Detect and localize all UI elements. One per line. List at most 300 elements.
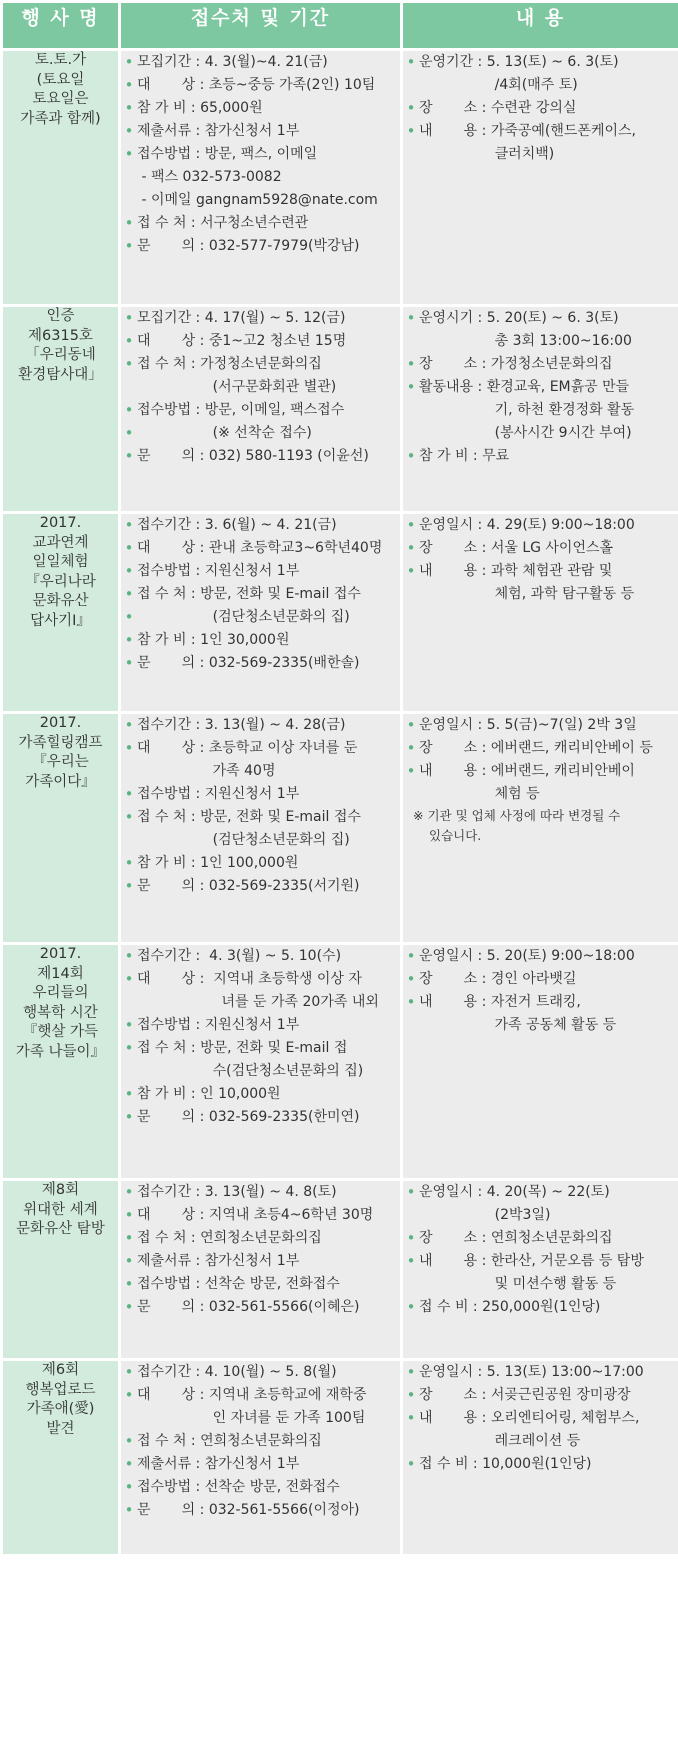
bullet-icon	[121, 829, 137, 852]
list-item	[121, 1250, 400, 1273]
item-text: 접 수 처 : 서구청소년수련관	[137, 215, 309, 231]
list-item	[403, 560, 678, 583]
bullet-icon: •	[406, 970, 416, 988]
list-item	[121, 189, 400, 212]
list-item	[121, 166, 400, 189]
item-text: 대 상 : 지역내 초등학교에 재학중	[137, 1387, 367, 1403]
list-item	[403, 1181, 678, 1204]
event-name-line: 일일체험	[32, 554, 89, 570]
item-text: 문 의 : 032-577-7979(박강남)	[137, 238, 360, 254]
bullet-icon: •	[406, 993, 416, 1011]
bullet-icon: •	[406, 1409, 416, 1427]
item-text: 접 수 처 : 가정청소년문화의집	[137, 356, 322, 372]
item-text: 장 소 : 에버랜드, 캐리비안베이 등	[419, 740, 653, 756]
bullet-icon: •	[124, 631, 134, 649]
bullet-icon	[403, 1430, 419, 1453]
bullet-icon: •	[124, 99, 134, 117]
item-text: 내 용 : 과학 체험관 관람 및	[419, 563, 613, 579]
item-text: 제출서류 : 참가신청서 1부	[137, 1253, 300, 1269]
bullet-icon: •	[406, 309, 416, 327]
event-name-line: 환경탐사대」	[18, 366, 103, 383]
list-item	[121, 1407, 400, 1430]
item-text: (검단청소년문화의 집)	[137, 832, 350, 848]
content-cell	[402, 50, 678, 306]
item-text: 접수방법 : 방문, 팩스, 이메일	[137, 146, 318, 162]
bullet-icon: •	[124, 1206, 134, 1224]
bullet-icon	[403, 583, 419, 606]
event-name-line: 가족과 함께)	[20, 110, 101, 127]
bullet-icon: •	[124, 608, 134, 626]
bullet-icon: •	[124, 1252, 134, 1270]
item-text: 내 용 : 에버랜드, 캐리비안베이	[419, 763, 635, 779]
event-name-line: 2017.	[39, 515, 82, 531]
bullet-icon: •	[124, 716, 134, 734]
bullet-icon: •	[124, 970, 134, 988]
item-text: 및 미션수행 활동 등	[419, 1276, 617, 1292]
list-item	[121, 120, 400, 143]
item-text: 문 의 : 032-569-2335(한미연)	[137, 1109, 360, 1125]
list-item	[121, 783, 400, 806]
item-text: 참 가 비 : 무료	[419, 448, 510, 464]
item-text: 접수방법 : 선착순 방문, 전화접수	[137, 1479, 340, 1495]
item-text: 참 가 비 : 1인 100,000원	[137, 855, 299, 871]
list-item	[121, 1430, 400, 1453]
bullet-icon: •	[124, 1363, 134, 1381]
item-text: 운영기간 : 5. 13(토) ~ 6. 3(토)	[419, 54, 619, 70]
registration-cell	[120, 306, 402, 513]
item-text: 대 상 : 관내 초등학교3~6학년40명	[137, 540, 383, 556]
item-text: 접수기간 : 3. 13(월) ~ 4. 28(금)	[137, 717, 346, 733]
list-item	[403, 1014, 678, 1037]
list-item	[403, 307, 678, 330]
event-name-line: 제8회	[41, 1182, 80, 1198]
list-item	[121, 760, 400, 783]
list-item	[403, 1430, 678, 1453]
bullet-icon: •	[406, 378, 416, 396]
event-name-line: 2017.	[39, 715, 82, 731]
bullet-icon	[403, 1204, 419, 1227]
list-item	[403, 1296, 678, 1319]
content-cell	[402, 944, 678, 1180]
list-item	[121, 652, 400, 675]
item-text: 제출서류 : 참가신청서 1부	[137, 123, 300, 139]
event-name-line: 제6회	[41, 1362, 80, 1378]
bullet-icon: •	[124, 854, 134, 872]
list-item	[403, 376, 678, 399]
bullet-icon: •	[124, 785, 134, 803]
bullet-icon: •	[124, 562, 134, 580]
bullet-icon: •	[406, 762, 416, 780]
bullet-icon: •	[406, 739, 416, 757]
item-text: 레크레이션 등	[419, 1433, 581, 1449]
item-text: 접 수 처 : 방문, 전화 및 E-mail 접	[137, 1040, 348, 1056]
list-item	[403, 1407, 678, 1430]
list-item	[403, 1273, 678, 1296]
item-text: 참 가 비 : 65,000원	[137, 100, 263, 116]
bullet-icon	[403, 1273, 419, 1296]
list-item	[121, 945, 400, 968]
bullet-icon: •	[406, 447, 416, 465]
list-item	[121, 875, 400, 898]
item-text: (2박3일)	[419, 1207, 551, 1223]
bullet-icon: •	[406, 539, 416, 557]
bullet-icon	[121, 166, 137, 189]
bullet-icon: •	[124, 539, 134, 557]
table-row	[2, 513, 678, 713]
header-event-name: 행 사 명	[2, 2, 120, 50]
item-text: 참 가 비 : 인 10,000원	[137, 1086, 281, 1102]
registration-cell	[120, 50, 402, 306]
list-item	[403, 583, 678, 606]
event-name-line: 가족 나들이』	[15, 1043, 106, 1060]
bullet-icon: •	[124, 332, 134, 350]
list-item	[121, 330, 400, 353]
bullet-icon: •	[124, 424, 134, 442]
bullet-icon	[403, 330, 419, 353]
list-item	[403, 51, 678, 74]
bullet-icon: •	[124, 122, 134, 140]
bullet-icon: •	[406, 53, 416, 71]
list-item	[403, 399, 678, 422]
bullet-icon: •	[124, 1085, 134, 1103]
bullet-icon: •	[124, 947, 134, 965]
list-item	[121, 1361, 400, 1384]
item-text: 녀를 둔 가족 20가족 내외	[137, 994, 379, 1010]
header-row	[2, 2, 678, 50]
item-text: 장 소 : 가정청소년문화의집	[419, 356, 613, 372]
bullet-icon: •	[124, 877, 134, 895]
item-text: 장 소 : 서울 LG 사이언스홀	[419, 540, 614, 556]
item-text: 대 상 : 초등학교 이상 자녀를 둔	[137, 740, 358, 756]
list-item	[121, 1227, 400, 1250]
list-item	[121, 97, 400, 120]
bullet-icon	[403, 1014, 419, 1037]
list-item	[121, 537, 400, 560]
event-name-line: 가족애(愛)	[26, 1401, 95, 1417]
bullet-icon: •	[406, 1183, 416, 1201]
item-text: (봉사시간 9시간 부여)	[419, 425, 632, 441]
item-text: 대 상 : 지역내 초등학생 이상 자	[137, 971, 362, 987]
bullet-icon: •	[124, 1275, 134, 1293]
item-text: 접 수 비 : 250,000원(1인당)	[419, 1299, 601, 1315]
table-row	[2, 713, 678, 944]
list-item	[403, 74, 678, 97]
bullet-icon: •	[124, 355, 134, 373]
bullet-icon: •	[406, 1455, 416, 1473]
item-text: 대 상 : 지역내 초등4~6학년 30명	[137, 1207, 374, 1223]
event-name-cell	[2, 713, 120, 944]
list-item	[121, 1296, 400, 1319]
event-name-line: 2017.	[39, 946, 82, 962]
item-text: 접 수 처 : 연희청소년문화의집	[137, 1433, 322, 1449]
registration-cell	[120, 713, 402, 944]
item-text: 문 의 : 032-561-5566(이정아)	[137, 1502, 360, 1518]
bullet-icon	[403, 143, 419, 166]
bullet-icon: •	[406, 1252, 416, 1270]
item-text: 운영일시 : 5. 13(토) 13:00~17:00	[419, 1364, 644, 1380]
content-cell	[402, 513, 678, 713]
item-text: 운영일시 : 5. 5(금)~7(일) 2박 3일	[419, 717, 637, 733]
event-name-line: 문화유산 탐방	[16, 1221, 105, 1237]
item-text: 모집기간 : 4. 3(월)~4. 21(금)	[137, 54, 328, 70]
item-text: 접 수 처 : 방문, 전화 및 E-mail 접수	[137, 586, 361, 602]
item-text: - 팩스 032-573-0082	[137, 169, 282, 185]
event-name-cell	[2, 1180, 120, 1360]
event-name-line: 토.토.가	[34, 52, 87, 68]
list-item	[121, 376, 400, 399]
list-item	[121, 968, 400, 991]
list-item	[121, 1083, 400, 1106]
bullet-icon: •	[406, 99, 416, 117]
list-item	[121, 422, 400, 445]
item-text: 문 의 : 032-561-5566(이혜은)	[137, 1299, 360, 1315]
content-cell	[402, 1360, 678, 1556]
registration-cell	[120, 1180, 402, 1360]
item-text: 기, 하천 환경정화 활동	[419, 402, 635, 418]
item-text: 내 용 : 한라산, 거문오름 등 탐방	[419, 1253, 644, 1269]
list-item	[121, 307, 400, 330]
bullet-icon: •	[124, 1108, 134, 1126]
list-item	[403, 760, 678, 783]
list-item	[121, 143, 400, 166]
item-text: 문 의 : 032) 580-1193 (이윤선)	[137, 448, 369, 464]
bullet-icon: •	[406, 562, 416, 580]
event-name-cell	[2, 1360, 120, 1556]
list-item	[403, 1361, 678, 1384]
item-text: 운영일시 : 5. 20(토) 9:00~18:00	[419, 948, 635, 964]
bullet-icon: •	[124, 309, 134, 327]
bullet-icon: •	[124, 585, 134, 603]
item-text: 장 소 : 연희청소년문화의집	[419, 1230, 613, 1246]
item-text: 접수방법 : 지원신청서 1부	[137, 786, 300, 802]
registration-cell	[120, 513, 402, 713]
item-text: 접 수 처 : 연희청소년문화의집	[137, 1230, 322, 1246]
list-item	[121, 852, 400, 875]
list-item	[121, 74, 400, 97]
list-item	[403, 991, 678, 1014]
bullet-icon	[403, 422, 419, 445]
item-text: 인 자녀를 둔 가족 100팀	[137, 1410, 366, 1426]
list-item	[403, 353, 678, 376]
list-item	[121, 629, 400, 652]
bullet-icon	[121, 991, 137, 1014]
list-item	[121, 1273, 400, 1296]
event-name-line: 발견	[46, 1420, 75, 1437]
event-name-cell	[2, 513, 120, 713]
event-name-line: 『햇살 가득	[22, 1024, 99, 1040]
content-cell	[402, 1180, 678, 1360]
bullet-icon	[403, 783, 419, 806]
item-text: 장 소 : 수련관 강의실	[419, 100, 577, 116]
bullet-icon: •	[406, 716, 416, 734]
list-item	[403, 783, 678, 806]
event-name-line: 「우리동네	[25, 347, 96, 363]
bullet-icon: •	[124, 739, 134, 757]
list-item	[121, 806, 400, 829]
list-item	[121, 212, 400, 235]
bullet-icon: •	[124, 401, 134, 419]
item-text: 문 의 : 032-569-2335(배한솔)	[137, 655, 360, 671]
bullet-icon: •	[124, 1229, 134, 1247]
bullet-icon: •	[124, 1501, 134, 1519]
table-row	[2, 50, 678, 306]
bullet-icon: •	[406, 1363, 416, 1381]
list-item	[403, 445, 678, 468]
bullet-icon: •	[406, 516, 416, 534]
list-item	[121, 1204, 400, 1227]
item-text: /4회(매주 토)	[419, 77, 578, 93]
list-item	[121, 1499, 400, 1522]
bullet-icon: •	[124, 1478, 134, 1496]
item-text: 접수방법 : 선착순 방문, 전화접수	[137, 1276, 340, 1292]
item-text: 참 가 비 : 1인 30,000원	[137, 632, 290, 648]
list-item	[403, 330, 678, 353]
list-item	[121, 1181, 400, 1204]
event-name-line: 토요일은	[32, 91, 89, 107]
event-name-line: 가족이다』	[25, 773, 96, 790]
list-item	[121, 51, 400, 74]
list-item	[403, 1384, 678, 1407]
event-name-line: 행복업로드	[25, 1381, 96, 1398]
item-text: 클러치백)	[419, 146, 555, 162]
item-text: (※ 선착순 접수)	[137, 425, 312, 441]
item-text: 운영일시 : 4. 20(목) ~ 22(토)	[419, 1184, 610, 1200]
item-text: 내 용 : 오리엔티어링, 체험부스,	[419, 1410, 640, 1426]
item-text: 접수방법 : 지원신청서 1부	[137, 1017, 300, 1033]
bullet-icon: •	[124, 145, 134, 163]
bullet-icon	[403, 399, 419, 422]
bullet-icon: •	[406, 947, 416, 965]
bullet-icon	[403, 74, 419, 97]
bullet-icon	[121, 1407, 137, 1430]
item-text: 접수기간 : 3. 13(월) ~ 4. 8(토)	[137, 1184, 337, 1200]
bullet-icon: •	[124, 808, 134, 826]
item-text: 접수방법 : 지원신청서 1부	[137, 563, 300, 579]
list-item	[121, 1453, 400, 1476]
content-cell	[402, 306, 678, 513]
event-name-cell	[2, 944, 120, 1180]
event-name-line: 위대한 세계	[23, 1201, 98, 1218]
event-name-line: 가족힐링캠프	[18, 734, 103, 751]
item-text: 접수기간 : 4. 10(월) ~ 5. 8(월)	[137, 1364, 337, 1380]
event-name-line: 우리들의	[32, 985, 89, 1001]
list-item	[121, 1384, 400, 1407]
list-item	[121, 991, 400, 1014]
item-text: 문 의 : 032-569-2335(서기원)	[137, 878, 360, 894]
list-item	[121, 1476, 400, 1499]
item-text: 접 수 비 : 10,000원(1인당)	[419, 1456, 592, 1472]
list-item	[403, 945, 678, 968]
event-name-line: 답사기Ⅰ』	[30, 612, 91, 629]
bullet-icon: •	[124, 237, 134, 255]
registration-cell	[120, 1360, 402, 1556]
item-text: 장 소 : 서곶근린공원 장미광장	[419, 1387, 631, 1403]
bullet-icon	[121, 376, 137, 399]
event-name-cell	[2, 50, 120, 306]
list-item	[121, 514, 400, 537]
bullet-icon: •	[124, 76, 134, 94]
bullet-icon: •	[124, 53, 134, 71]
item-text: 운영시기 : 5. 20(토) ~ 6. 3(토)	[419, 310, 619, 326]
item-text: 접수기간 : 3. 6(월) ~ 4. 21(금)	[137, 517, 337, 533]
bullet-icon: •	[124, 1039, 134, 1057]
bullet-icon: •	[124, 516, 134, 534]
bullet-icon: •	[406, 122, 416, 140]
item-text: 체험 등	[419, 786, 540, 802]
notice-text: ※ 기관 및 업체 사정에 따라 변경될 수	[413, 808, 621, 823]
table-row	[2, 306, 678, 513]
event-name-cell	[2, 306, 120, 513]
item-text: 장 소 : 경인 아라뱃길	[419, 971, 577, 987]
notice-text: 있습니다.	[429, 828, 482, 843]
header-content: 내 용	[402, 2, 678, 50]
list-item	[403, 514, 678, 537]
bullet-icon: •	[124, 214, 134, 232]
item-text: 대 상 : 초등~중등 가족(2인) 10팀	[137, 77, 376, 93]
event-name-line: 『우리는	[32, 754, 89, 770]
event-name-line: 인증	[46, 308, 75, 324]
item-text: 체험, 과학 탐구활동 등	[419, 586, 635, 602]
table-row	[2, 944, 678, 1180]
list-item	[403, 537, 678, 560]
event-name-line: 『우리나라	[25, 573, 96, 590]
list-item	[121, 399, 400, 422]
bullet-icon: •	[124, 1016, 134, 1034]
event-name-line: (토요일	[36, 71, 85, 88]
item-text: 운영일시 : 4. 29(토) 9:00~18:00	[419, 517, 635, 533]
list-item	[403, 1227, 678, 1250]
list-item	[121, 235, 400, 258]
list-item	[121, 714, 400, 737]
item-text: 가족 40명	[137, 763, 276, 779]
item-text: 내 용 : 자전거 트래킹,	[419, 994, 581, 1010]
list-item	[121, 560, 400, 583]
list-item	[403, 968, 678, 991]
list-item	[403, 1453, 678, 1476]
list-item	[121, 737, 400, 760]
bullet-icon	[121, 189, 137, 212]
list-item	[121, 1014, 400, 1037]
list-item	[403, 97, 678, 120]
table-row	[2, 1360, 678, 1556]
item-text: 내 용 : 가죽공예(핸드폰케이스,	[419, 123, 636, 139]
list-item	[121, 829, 400, 852]
item-text: 접 수 처 : 방문, 전화 및 E-mail 접수	[137, 809, 361, 825]
event-name-line: 교과연계	[32, 534, 89, 551]
bullet-icon: •	[406, 1229, 416, 1247]
item-text: 수(검단청소년문화의 집)	[137, 1063, 364, 1079]
item-text: (서구문화회관 별관)	[137, 379, 337, 395]
item-text: 제출서류 : 참가신청서 1부	[137, 1456, 300, 1472]
item-text: 모집기간 : 4. 17(월) ~ 5. 12(금)	[137, 310, 346, 326]
item-text: 접수기간 : 4. 3(월) ~ 5. 10(수)	[137, 948, 342, 964]
table-row	[2, 1180, 678, 1360]
item-text: 접수방법 : 방문, 이메일, 팩스접수	[137, 402, 345, 418]
list-item	[121, 606, 400, 629]
bullet-icon: •	[124, 447, 134, 465]
item-text: 대 상 : 중1~고2 청소년 15명	[137, 333, 347, 349]
item-text: 총 3회 13:00~16:00	[419, 333, 632, 349]
bullet-icon: •	[124, 1298, 134, 1316]
item-text: 가족 공동체 활동 등	[419, 1017, 617, 1033]
bullet-icon	[121, 760, 137, 783]
list-item	[403, 737, 678, 760]
list-item	[121, 1037, 400, 1060]
content-cell	[402, 713, 678, 944]
event-name-line: 행복학 시간	[23, 1004, 98, 1021]
bullet-icon: •	[406, 1386, 416, 1404]
list-item	[403, 120, 678, 143]
